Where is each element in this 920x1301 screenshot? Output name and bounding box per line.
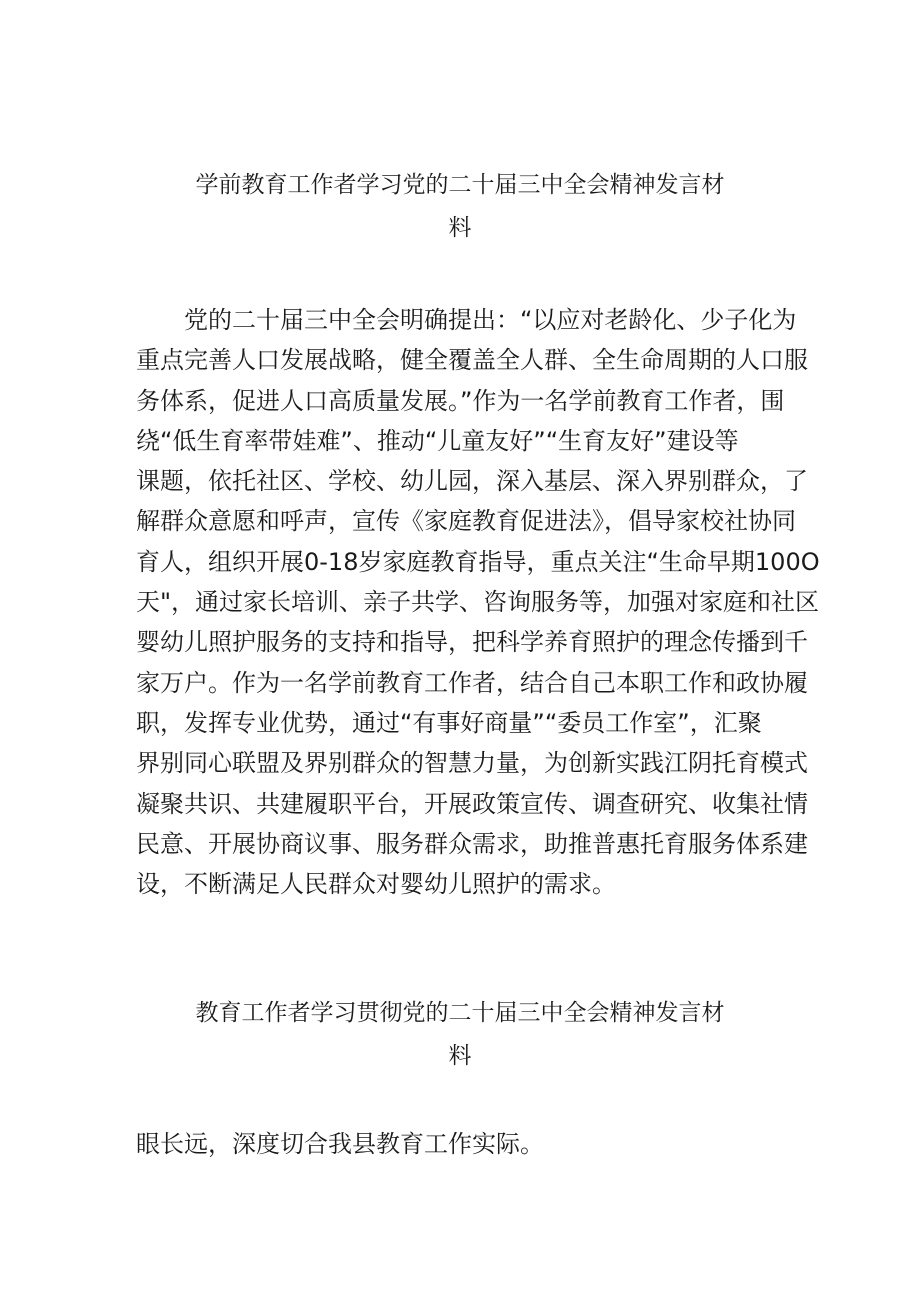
paragraph-line: 婴幼儿照护服务的支持和指导，把科学养育照护的理念传播到千 xyxy=(136,628,808,657)
paragraph-line: 育人，组织开展0-18岁家庭教育指导，重点关注“生命早期100O xyxy=(136,547,820,576)
paragraph-line: 设，不断满足人民群众对婴幼儿照护的需求。 xyxy=(136,870,616,899)
paragraph-line: 民意、开展协商议事、服务群众需求，助推普惠托育服务体系建 xyxy=(136,829,808,858)
section-2-paragraph xyxy=(136,1124,791,1164)
paragraph-line: 眼长远，深度切合我县教育工作实际。 xyxy=(136,1130,544,1158)
section-2-title-line: 教育工作者学习贯彻党的二十届三中全会精神发言材 xyxy=(195,1000,725,1026)
paragraph-line: 凝聚共识、共建履职平台，开展政策宣传、调查研究、收集社情 xyxy=(136,789,808,818)
section-1-paragraph xyxy=(136,300,820,904)
paragraph-line: 重点完善人口发展战略，健全覆盖全人群、全生命周期的人口服 xyxy=(136,346,808,375)
section-1-title xyxy=(130,164,790,250)
paragraph-line: 天"，通过家长培训、亲子共学、咨询服务等，加强对家庭和社区 xyxy=(136,588,820,617)
paragraph-line: 家万户。作为一名学前教育工作者，结合自己本职工作和政协履 xyxy=(136,668,808,697)
paragraph-line: 绕“低生育率带娃难”、推动“儿童友好”“生育友好”建设等 xyxy=(136,426,739,455)
paragraph-line: 课题，依托社区、学校、幼儿园，深入基层、深入界别群众，了 xyxy=(136,467,808,496)
paragraph-line: 务体系，促进人口高质量发展。”作为一名学前教育工作者，围 xyxy=(136,386,785,415)
section-2-title xyxy=(130,992,790,1078)
section-1-title-line: 学前教育工作者学习党的二十届三中全会精神发言材 xyxy=(195,172,725,198)
section-2-title-line: 料 xyxy=(448,1043,472,1069)
paragraph-line: 党的二十届三中全会明确提出：“以应对老龄化、少子化为 xyxy=(184,306,797,334)
paragraph-line: 界别同心联盟及界别群众的智慧力量，为创新实践江阴托育模式 xyxy=(136,749,808,778)
section-1-title-line: 料 xyxy=(448,215,472,241)
paragraph-line: 职，发挥专业优势，通过“有事好商量”“委员工作室”，汇聚 xyxy=(136,708,762,737)
paragraph-line: 解群众意愿和呼声，宣传《家庭教育促进法》，倡导家校社协同 xyxy=(136,507,796,536)
